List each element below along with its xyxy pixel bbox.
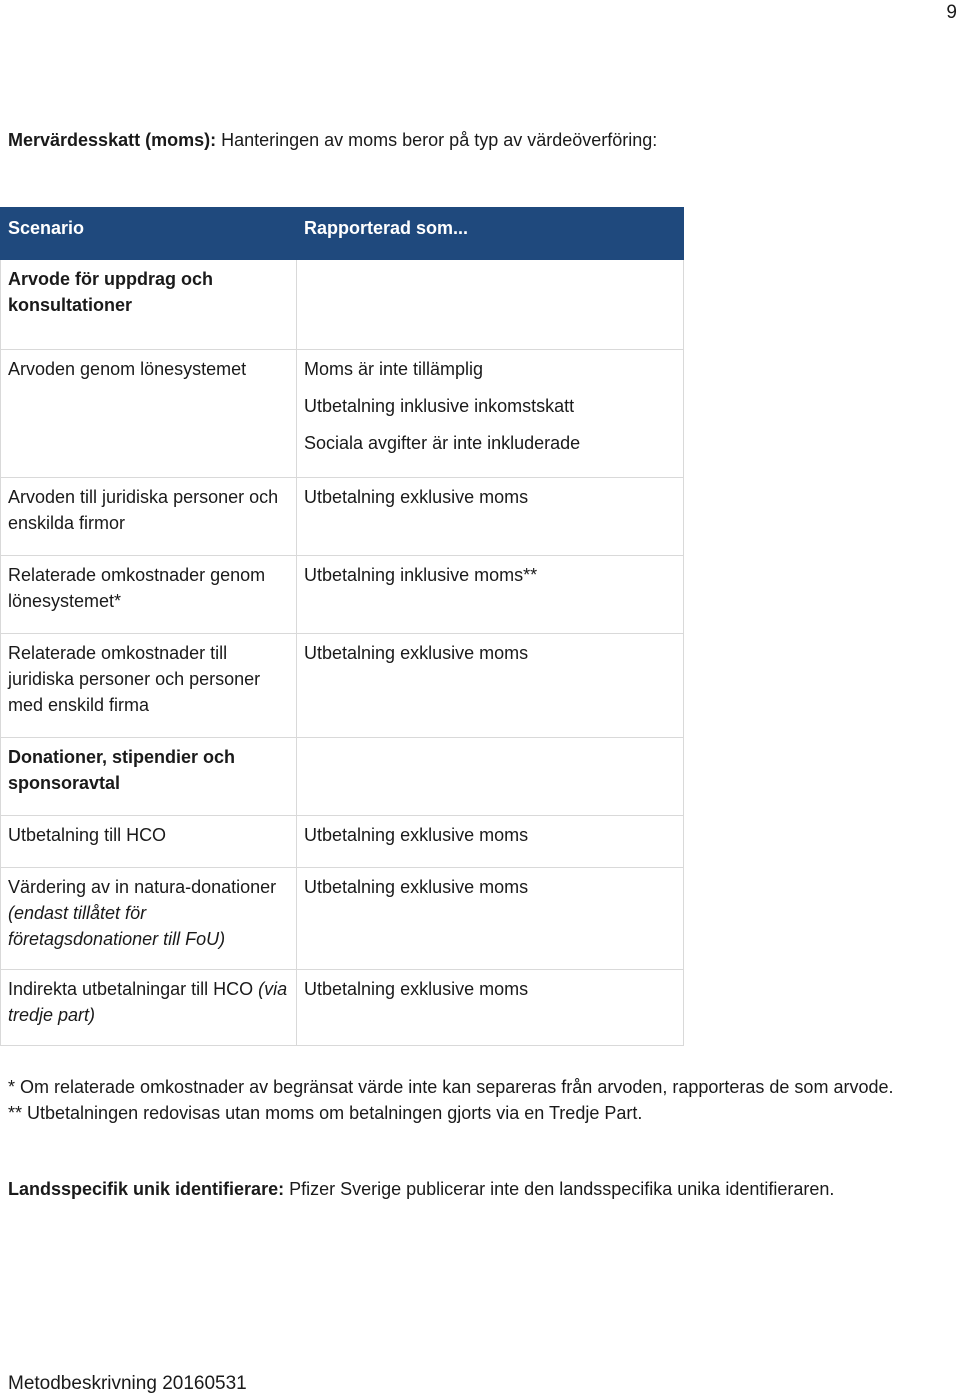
scenario-note: (via tredje part) — [8, 979, 288, 1025]
country-identifier-label: Landsspecifik unik identifierare: — [8, 1179, 285, 1199]
group-cell — [1, 260, 297, 350]
footnotes — [8, 1074, 948, 1126]
page-footer: Metodbeskrivning 20160531 — [8, 1373, 247, 1394]
table-row — [1, 816, 684, 868]
country-identifier-paragraph — [8, 1179, 834, 1200]
reported-cell — [297, 556, 684, 634]
reported-line: Utbetalning exklusive moms — [304, 825, 529, 845]
table-row — [1, 738, 684, 816]
reported-cell — [297, 970, 684, 1046]
reported-line: Moms är inte tillämplig — [304, 359, 484, 379]
page-number: 9 — [946, 2, 957, 23]
table-row — [1, 970, 684, 1046]
table-row — [1, 478, 684, 556]
scenario-note: (endast tillåtet för företagsdonationer till FoU) — [8, 903, 226, 949]
reported-cell — [297, 738, 684, 816]
reported-line: Utbetalning exklusive moms — [304, 877, 529, 897]
scenario-text: Utbetalning till HCO — [8, 825, 167, 845]
country-identifier-text: Pfizer Sverige publicerar inte den landsspecifika unika identifieraren. — [284, 1179, 835, 1199]
table-row — [1, 634, 684, 738]
scenario-text: Arvoden genom lönesystemet — [8, 359, 247, 379]
scenario-text: Relaterade omkostnader genom lönesystemet* — [8, 565, 266, 611]
reported-cell — [297, 350, 684, 478]
footnote: ** Utbetalningen redovisas utan moms om betalningen gjorts via en Tredje Part. — [8, 1103, 643, 1123]
reported-cell — [297, 634, 684, 738]
vat-table — [0, 207, 684, 1046]
table-row — [1, 260, 684, 350]
reported-line: Utbetalning exklusive moms — [304, 643, 529, 663]
table-row — [1, 556, 684, 634]
scenario-text: Donationer, stipendier och sponsoravtal — [8, 747, 236, 793]
scenario-cell — [1, 478, 297, 556]
reported-line: Utbetalning exklusive moms — [304, 979, 529, 999]
reported-line: Sociala avgifter är inte inkluderade — [304, 433, 581, 453]
scenario-text: Arvode för uppdrag och konsultationer — [8, 269, 214, 315]
scenario-cell — [1, 970, 297, 1046]
header-scenario: Scenario — [1, 208, 297, 260]
scenario-cell — [1, 816, 297, 868]
reported-cell — [297, 816, 684, 868]
scenario-text: Arvoden till juridiska personer och enskilda firmor — [8, 487, 279, 533]
scenario-text: Relaterade omkostnader till juridiska personer och personer med enskild firma — [8, 643, 261, 715]
scenario-cell — [1, 634, 297, 738]
footnote: * Om relaterade omkostnader av begränsat värde inte kan separeras från arvoden, rapporteras de som arvode. — [8, 1077, 894, 1097]
group-cell — [1, 738, 297, 816]
reported-line: Utbetalning exklusive moms — [304, 487, 529, 507]
header-reported-as: Rapporterad som... — [297, 208, 684, 260]
scenario-text: Värdering av in natura-donationer — [8, 877, 277, 897]
reported-line: Utbetalning inklusive inkomstskatt — [304, 396, 575, 416]
scenario-cell — [1, 556, 297, 634]
reported-line: Utbetalning inklusive moms** — [304, 565, 538, 585]
reported-cell — [297, 478, 684, 556]
intro-label: Mervärdesskatt (moms): — [8, 130, 217, 150]
table-row — [1, 350, 684, 478]
scenario-text: Indirekta utbetalningar till HCO — [8, 979, 254, 999]
scenario-cell — [1, 868, 297, 970]
intro-text: Hanteringen av moms beror på typ av värdeöverföring: — [216, 130, 658, 150]
reported-cell — [297, 868, 684, 970]
table-row — [1, 868, 684, 970]
scenario-cell — [1, 350, 297, 478]
intro-paragraph — [8, 130, 657, 151]
reported-cell — [297, 260, 684, 350]
table-header-row — [1, 208, 684, 260]
